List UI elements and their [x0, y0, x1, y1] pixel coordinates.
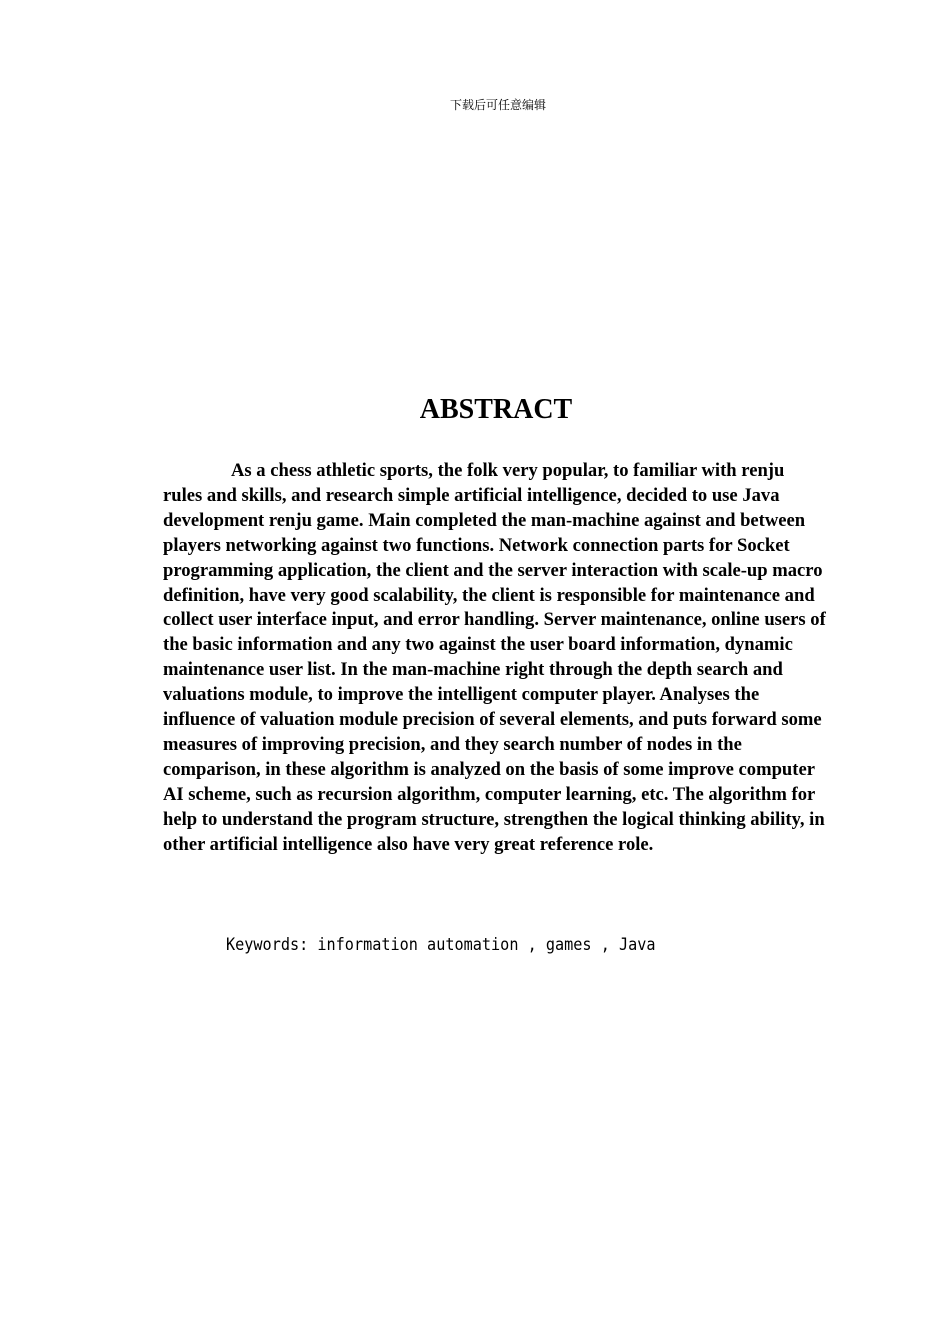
page-title: ABSTRACT	[419, 394, 573, 425]
keywords-line: Keywords: information automation , games , Java	[226, 935, 656, 954]
abstract-body: As a chess athletic sports, the folk very popular, to familiar with renju rules and skills, and research simple artificial intelligence, decided to use Java development renju game. Main completed the man-machine against and between players networking against two functions. Network connection parts for Socket programming application, the client and the server interaction with scale-up macro definition, have very good scalability, the client is responsible for maintenance and collect user interface input, and error handling. Server maintenance, online users of the basic information and any two against the user board information, dynamic maintenance user list. In the man-machine right through the depth search and valuations module, to improve the intelligent computer player. Analyses the influence of valuation module precision of several elements, and puts forward some measures of improving precision, and they search number of nodes in the comparison, in these algorithm is analyzed on the basis of some improve computer AI scheme, such as recursion algorithm, computer learning, etc. The algorithm for help to understand the program structure, strengthen the logical thinking ability, in other artificial intelligence also have very great reference role.	[163, 460, 826, 855]
header-note: 下载后可任意编辑	[449, 98, 546, 112]
